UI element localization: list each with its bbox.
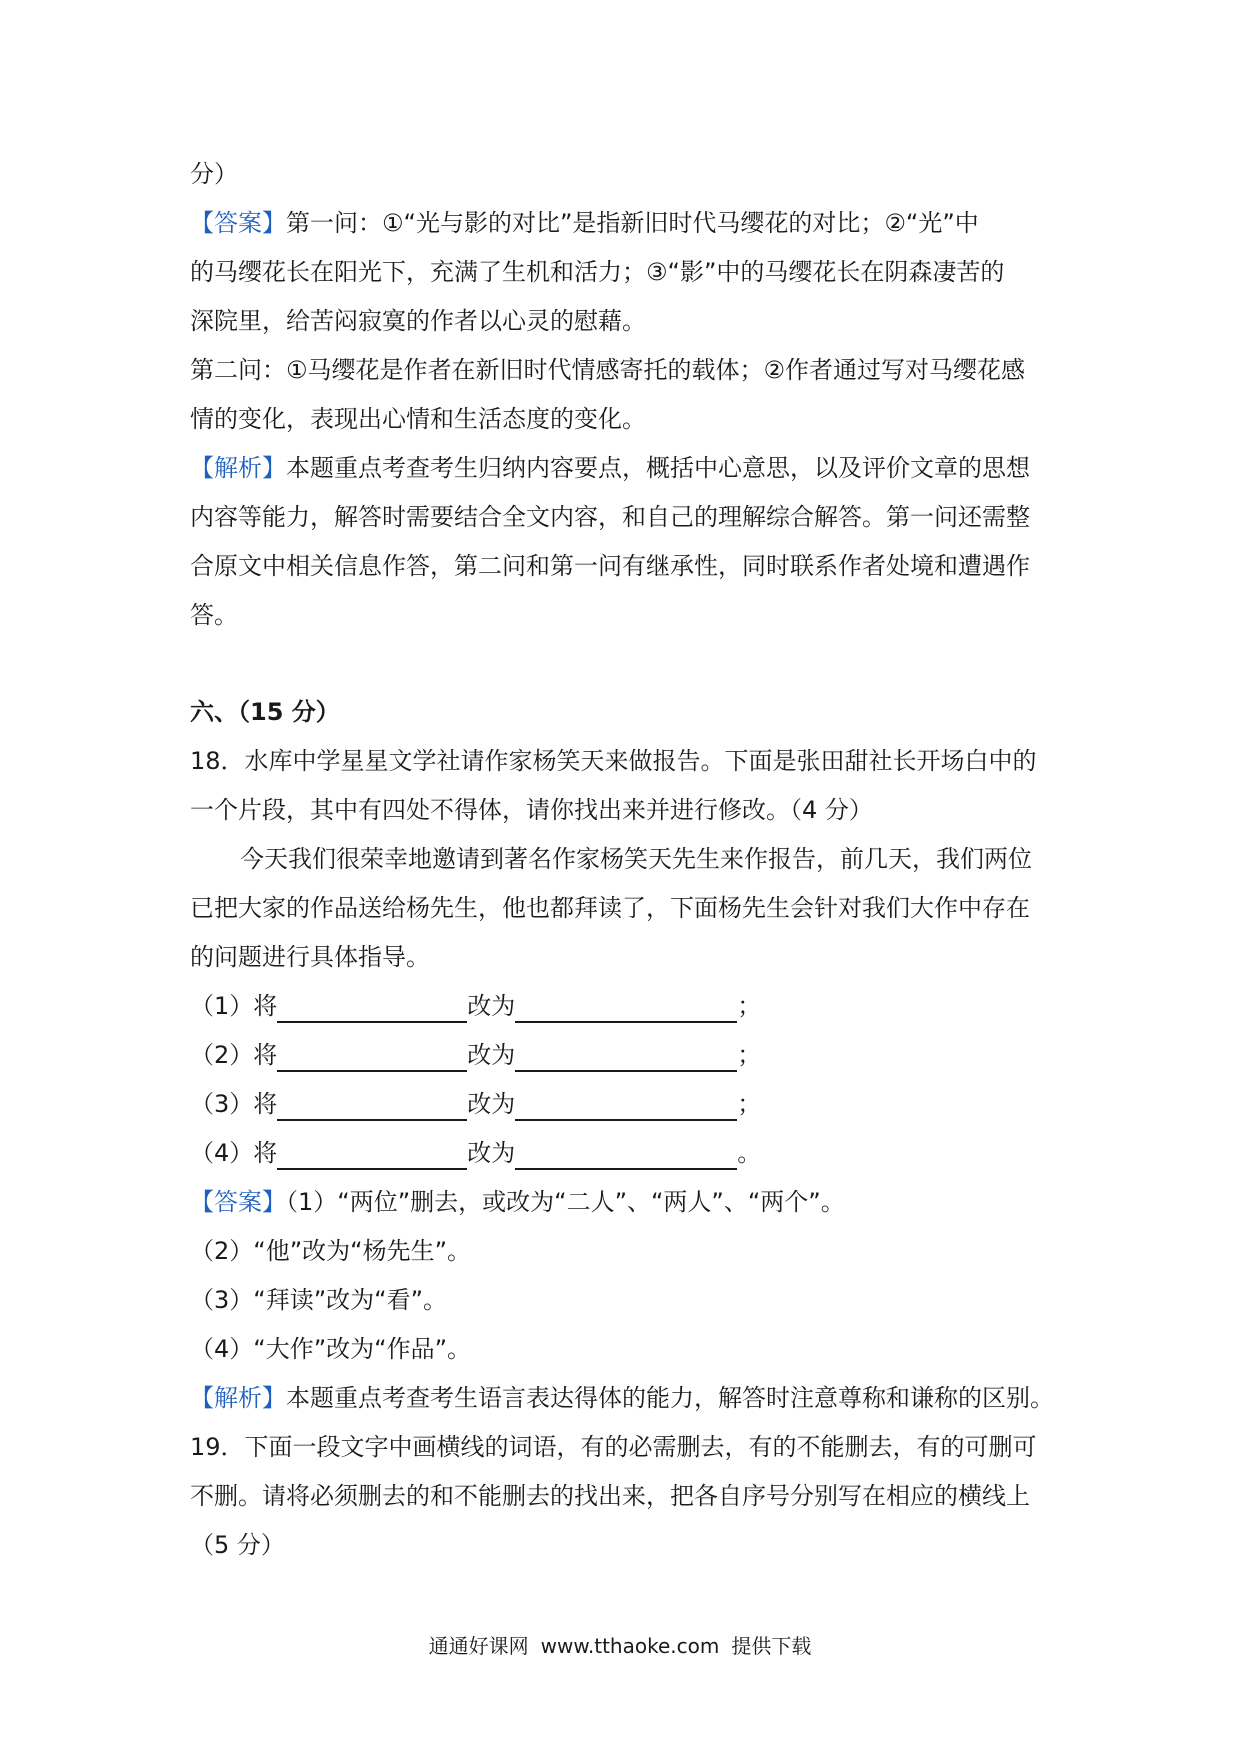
q18-answer-text: （1）“两位”删去，或改为“二人”、“两人”、“两个”。	[286, 1188, 845, 1216]
analysis-tag: 【解析】	[190, 454, 286, 482]
q17-tail: 分）	[190, 160, 238, 188]
blank-line-revision[interactable]	[515, 991, 737, 1023]
footer-site-name: 通通好课网	[428, 1634, 529, 1658]
q17-analysis-text: 本题重点考查考生归纳内容要点，概括中心意思，以及评价文章的思想	[286, 454, 1030, 482]
q18-answer-line-2: （2）“他”改为“杨先生”。	[190, 1237, 472, 1265]
blank-line-revision[interactable]	[515, 1089, 737, 1121]
footer-suffix: 提供下载	[731, 1634, 812, 1658]
blank-row-label: （4）将	[190, 1139, 278, 1167]
q17-answer-text: 第一问：①“光与影的对比”是指新旧时代马缨花的对比；②“光”中	[286, 209, 979, 237]
blank-line-original[interactable]	[277, 1138, 467, 1170]
blank-line-original[interactable]	[277, 1040, 467, 1072]
q18-passage-line-1: 今天我们很荣幸地邀请到著名作家杨笑天先生来作报告，前几天，我们两位	[240, 845, 1032, 873]
q18-answer-line-3: （3）“拜读”改为“看”。	[190, 1286, 448, 1314]
q17-analysis-line-4: 答。	[190, 601, 238, 629]
answer-tag: 【答案】	[190, 1188, 286, 1216]
blank-row-label: （2）将	[190, 1041, 278, 1069]
blank-row-end: ；	[737, 1090, 762, 1118]
q19-stem-line-1: 19．下面一段文字中画横线的词语，有的必需删去，有的不能删去，有的可删可	[190, 1433, 1037, 1461]
blank-row-end: 。	[737, 1139, 762, 1167]
page-footer	[0, 1630, 1240, 1659]
blank-line-original[interactable]	[277, 991, 467, 1023]
q18-blank-row-2	[190, 1031, 1060, 1080]
q17-answer-line-4: 第二问：①马缨花是作者在新旧时代情感寄托的载体；②作者通过写对马缨花感	[190, 356, 1026, 384]
q18-stem-line-2: 一个片段，其中有四处不得体，请你找出来并进行修改。（4 分）	[190, 796, 873, 824]
document-body	[190, 150, 1060, 1570]
answer-tag: 【答案】	[190, 209, 286, 237]
q17-answer-line-3: 深院里，给苦闷寂寞的作者以心灵的慰藉。	[190, 307, 646, 335]
q18-analysis-line	[190, 1374, 1060, 1423]
footer-url[interactable]: www.tthaoke.com	[540, 1634, 720, 1658]
q18-stem-line-1: 18．水库中学星星文学社请作家杨笑天来做报告。下面是张田甜社长开场白中的	[190, 747, 1037, 775]
q19-stem-line-3: （5 分）	[190, 1531, 285, 1559]
q18-analysis-text: 本题重点考查考生语言表达得体的能力，解答时注意尊称和谦称的区别。	[286, 1384, 1054, 1412]
blank-row-label: （3）将	[190, 1090, 278, 1118]
blank-row-mid: 改为	[467, 1139, 516, 1167]
blank-row-mid: 改为	[467, 1041, 516, 1069]
q17-analysis-line-1	[190, 444, 1060, 493]
section-title: 六、（15 分）	[190, 698, 340, 726]
analysis-tag: 【解析】	[190, 1384, 286, 1412]
blank-row-mid: 改为	[467, 992, 516, 1020]
blank-row-end: ；	[737, 1041, 762, 1069]
q18-answer-line-4: （4）“大作”改为“作品”。	[190, 1335, 472, 1363]
blank-line-original[interactable]	[277, 1089, 467, 1121]
blank-line-revision[interactable]	[515, 1040, 737, 1072]
blank-row-label: （1）将	[190, 992, 278, 1020]
q18-blank-row-3	[190, 1080, 1060, 1129]
blank-row-mid: 改为	[467, 1090, 516, 1118]
q17-analysis-line-3: 合原文中相关信息作答，第二问和第一问有继承性，同时联系作者处境和遭遇作	[190, 552, 1030, 580]
q18-blank-row-1	[190, 982, 1060, 1031]
q17-answer-line-2: 的马缨花长在阳光下，充满了生机和活力；③“影”中的马缨花长在阴森凄苦的	[190, 258, 1005, 286]
blank-line-revision[interactable]	[515, 1138, 737, 1170]
q18-passage-line-3: 的问题进行具体指导。	[190, 943, 430, 971]
q17-analysis-line-2: 内容等能力，解答时需要结合全文内容，和自己的理解综合解答。第一问还需整	[190, 503, 1030, 531]
q18-passage-line-2: 已把大家的作品送给杨先生，他也都拜读了，下面杨先生会针对我们大作中存在	[190, 894, 1030, 922]
q17-answer-line-5: 情的变化，表现出心情和生活态度的变化。	[190, 405, 646, 433]
q19-stem-line-2: 不删。请将必须删去的和不能删去的找出来，把各自序号分别写在相应的横线上	[190, 1482, 1030, 1510]
q18-answer-line-1	[190, 1178, 1060, 1227]
blank-row-end: ；	[737, 992, 762, 1020]
q18-blank-row-4	[190, 1129, 1060, 1178]
q17-answer-line-1	[190, 199, 1060, 248]
